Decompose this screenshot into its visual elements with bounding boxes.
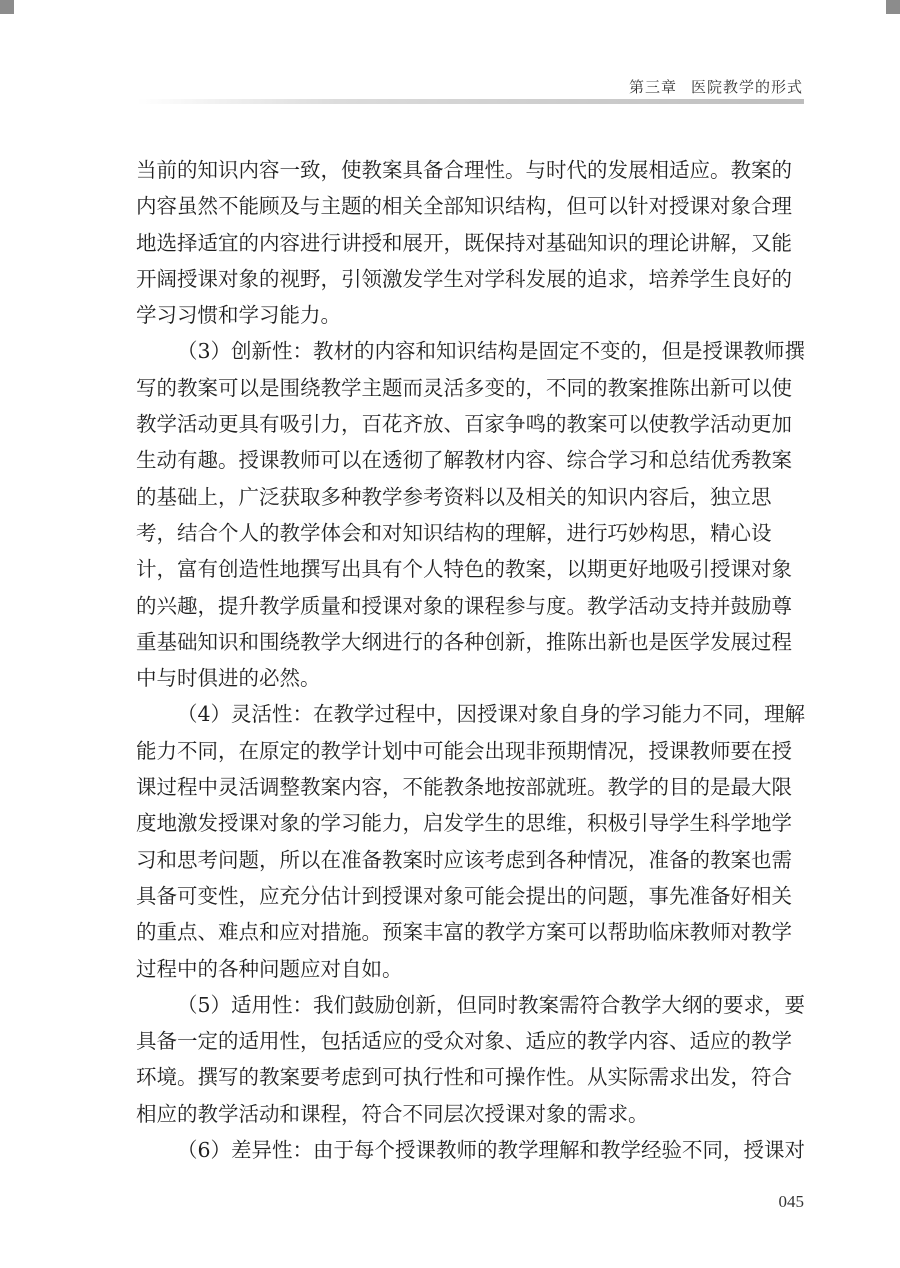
text-line: 度地激发授课对象的学习能力，启发学生的思维，积极引导学生科学地学: [136, 811, 792, 836]
text-line: 教学活动更具有吸引力，百花齐放、百家争鸣的教案可以使教学活动更加: [136, 412, 792, 437]
text-line: 具备一定的适用性，包括适应的受众对象、适应的教学内容、适应的教学: [136, 1029, 792, 1054]
chapter-label: 第三章: [628, 78, 677, 96]
text-line: 地选择适宜的内容进行讲授和展开，既保持对基础知识的理论讲解，又能: [136, 230, 792, 255]
running-head: [629, 76, 803, 97]
text-line: 考，结合个人的教学体会和对知识结构的理解，进行巧妙构思，精心设: [136, 520, 772, 545]
text-line: 生动有趣。授课教师可以在透彻了解教材内容、综合学习和总结优秀教案: [136, 448, 792, 473]
text-line: 过程中的各种问题应对自如。: [136, 956, 403, 981]
text-line: 的基础上，广泛获取多种教学参考资料以及相关的知识内容后，独立思: [136, 484, 772, 509]
text-line: 习和思考问题，所以在准备教案时应该考虑到各种情况，准备的教案也需: [136, 847, 792, 872]
text-line: 写的教案可以是围绕教学主题而灵活多变的，不同的教案推陈出新可以使: [136, 375, 792, 400]
chapter-title: 医院教学的形式: [690, 78, 803, 96]
corner-mark-left: [0, 0, 14, 14]
text-line: 的重点、难点和应对措施。预案丰富的教学方案可以帮助临床教师对教学: [136, 920, 792, 945]
header-rule: [137, 99, 804, 104]
text-line: 计，富有创造性地撰写出具有个人特色的教案，以期更好地吸引授课对象: [136, 557, 792, 582]
text-line: （4）灵活性：在教学过程中，因授课对象自身的学习能力不同，理解: [177, 702, 806, 727]
text-line: 内容虽然不能顾及与主题的相关全部知识结构，但可以针对授课对象合理: [136, 194, 792, 219]
text-line: （5）适用性：我们鼓励创新，但同时教案需符合教学大纲的要求，要: [177, 992, 806, 1017]
text-line: 环境。撰写的教案要考虑到可执行性和可操作性。从实际需求出发，符合: [136, 1065, 792, 1090]
text-line: 能力不同，在原定的教学计划中可能会出现非预期情况，授课教师要在授: [136, 738, 792, 763]
text-line: （3）创新性：教材的内容和知识结构是固定不变的，但是授课教师撰: [177, 339, 806, 364]
text-line: 中与时俱进的必然。: [136, 666, 321, 691]
page-number: 045: [778, 1192, 804, 1211]
body-text: [136, 152, 806, 1168]
text-line: 当前的知识内容一致，使教案具备合理性。与时代的发展相适应。教案的: [136, 158, 792, 182]
text-line: 的兴趣，提升教学质量和授课对象的课程参与度。教学活动支持并鼓励尊: [136, 593, 792, 618]
corner-mark-right: [886, 0, 900, 14]
text-line: 学习习惯和学习能力。: [136, 303, 341, 328]
text-line: 课过程中灵活调整教案内容，不能教条地按部就班。教学的目的是最大限: [136, 775, 792, 800]
text-line: 开阔授课对象的视野，引领激发学生对学科发展的追求，培养学生良好的: [136, 266, 792, 291]
text-line: （6）差异性：由于每个授课教师的教学理解和教学经验不同，授课对: [177, 1138, 806, 1163]
text-line: 具备可变性，应充分估计到授课对象可能会提出的问题，事先准备好相关: [136, 883, 792, 908]
text-line: 重基础知识和围绕教学大纲进行的各种创新，推陈出新也是医学发展过程: [136, 629, 792, 654]
text-line: 相应的教学活动和课程，符合不同层次授课对象的需求。: [136, 1101, 649, 1126]
